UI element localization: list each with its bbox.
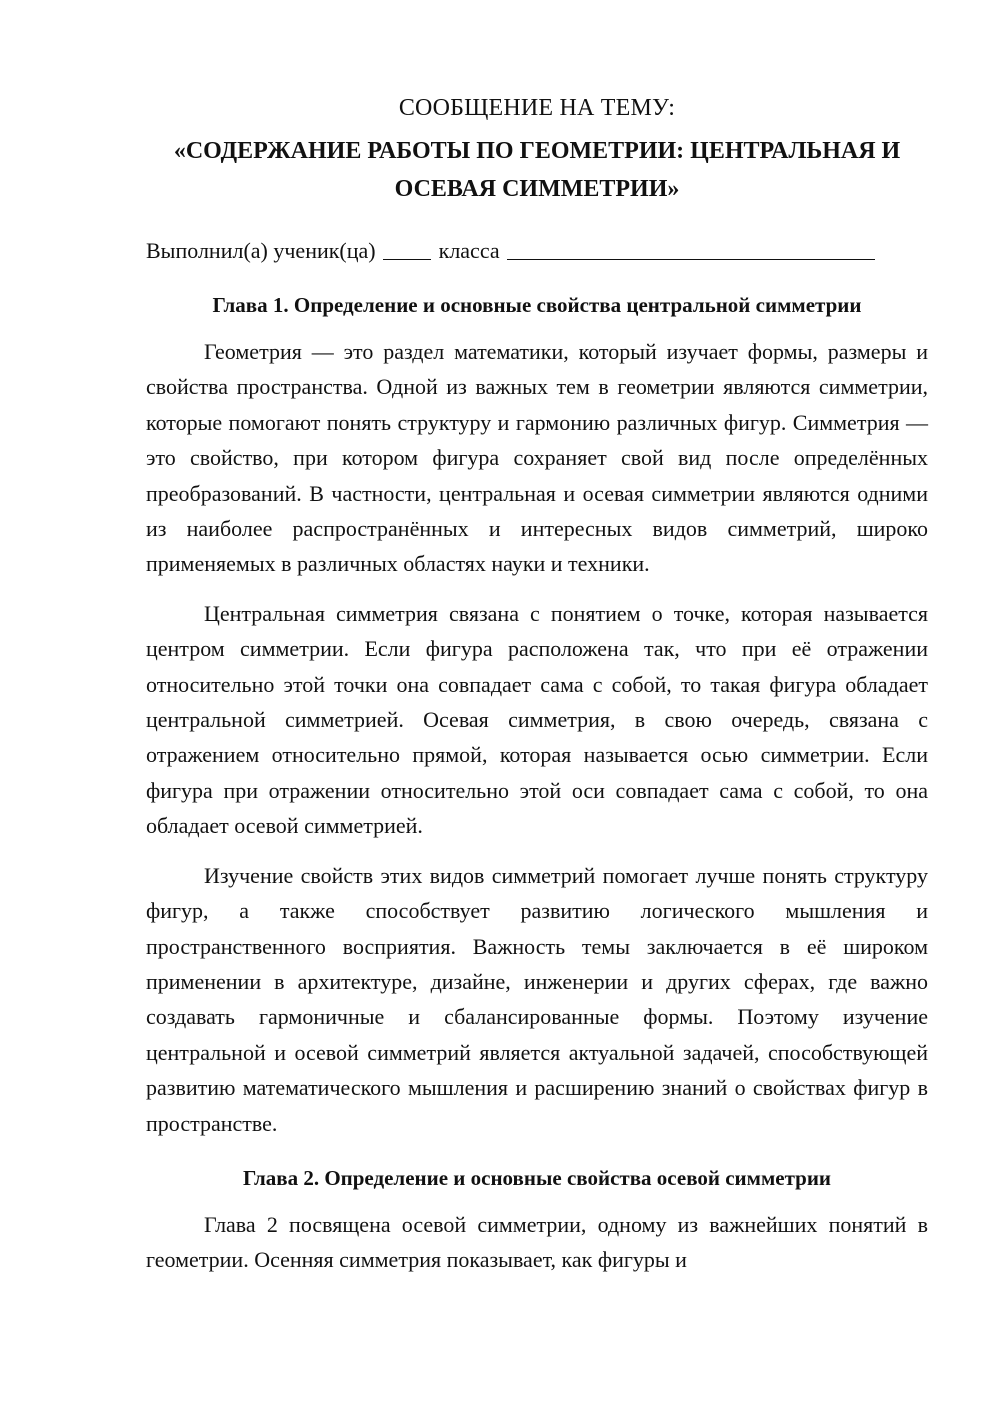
document-content — [146, 92, 928, 1278]
document-heading-top: СООБЩЕНИЕ НА ТЕМУ: — [398, 95, 676, 121]
grade-blank-line — [383, 258, 431, 260]
document-title-line-2: ОСЕВАЯ СИММЕТРИИ» — [394, 176, 680, 202]
chapter-1-paragraph-3: Изучение свойств этих видов симметрий помогает лучше понять структуру фигур, а также способствует развитию логического мышления и пространственного восприятия. Важность темы заключается в её широком применении в архитектуре, дизайне, инженерии и других сферах, где важно создавать гармоничные и сбалансированные формы. Поэтому изучение центральной и осевой симметрий является актуальной задачей, способствующей развитию математического мышления и расширению знаний о свойствах фигур в пространстве. — [146, 862, 928, 1136]
chapter-2-paragraph-1: Глава 2 посвящена осевой симметрии, одному из важнейших понятий в геометрии. Осенняя симметрия показывает, как фигуры и — [146, 1211, 928, 1273]
document-title — [146, 132, 928, 208]
performer-line — [146, 236, 928, 266]
class-name-blank-line — [507, 258, 875, 260]
chapter-1-paragraph-1: Геометрия — это раздел математики, который изучает формы, размеры и свойства пространства. Одной из важных тем в геометрии являются симметрии, которые помогают понять структуру и гармонию различных фигур. Симметрия — это свойство, при котором фигура сохраняет свой вид после определённых преобразований. В частности, центральная и осевая симметрии являются одними из наиболее распространённых и интересных видов симметрий, широко применяемых в различных областях науки и техники. — [146, 339, 928, 577]
chapter-1-paragraph-2: Центральная симметрия связана с понятием о точке, которая называется центром симметрии. Если фигура расположена так, что при её отражении относительно этой точки она совпадает сама с собой, то такая фигура обладает центральной симметрией. Осевая симметрия, в свою очередь, связана с отражением относительно прямой, которая называется осью симметрии. Если фигура при отражении относительно этой оси совпадает сама с собой, то она обладает осевой симметрией. — [146, 600, 928, 839]
chapter-2-title: Глава 2. Определение и основные свойства осевой симметрии — [242, 1165, 832, 1190]
performer-label: Выполнил(а) ученик(ца) — [146, 238, 376, 263]
document-title-line-1: «СОДЕРЖАНИЕ РАБОТЫ ПО ГЕОМЕТРИИ: ЦЕНТРАЛЬНАЯ И — [173, 138, 901, 164]
chapter-1-title: Глава 1. Определение и основные свойства центральной симметрии — [212, 293, 862, 317]
class-label: класса — [438, 238, 500, 263]
